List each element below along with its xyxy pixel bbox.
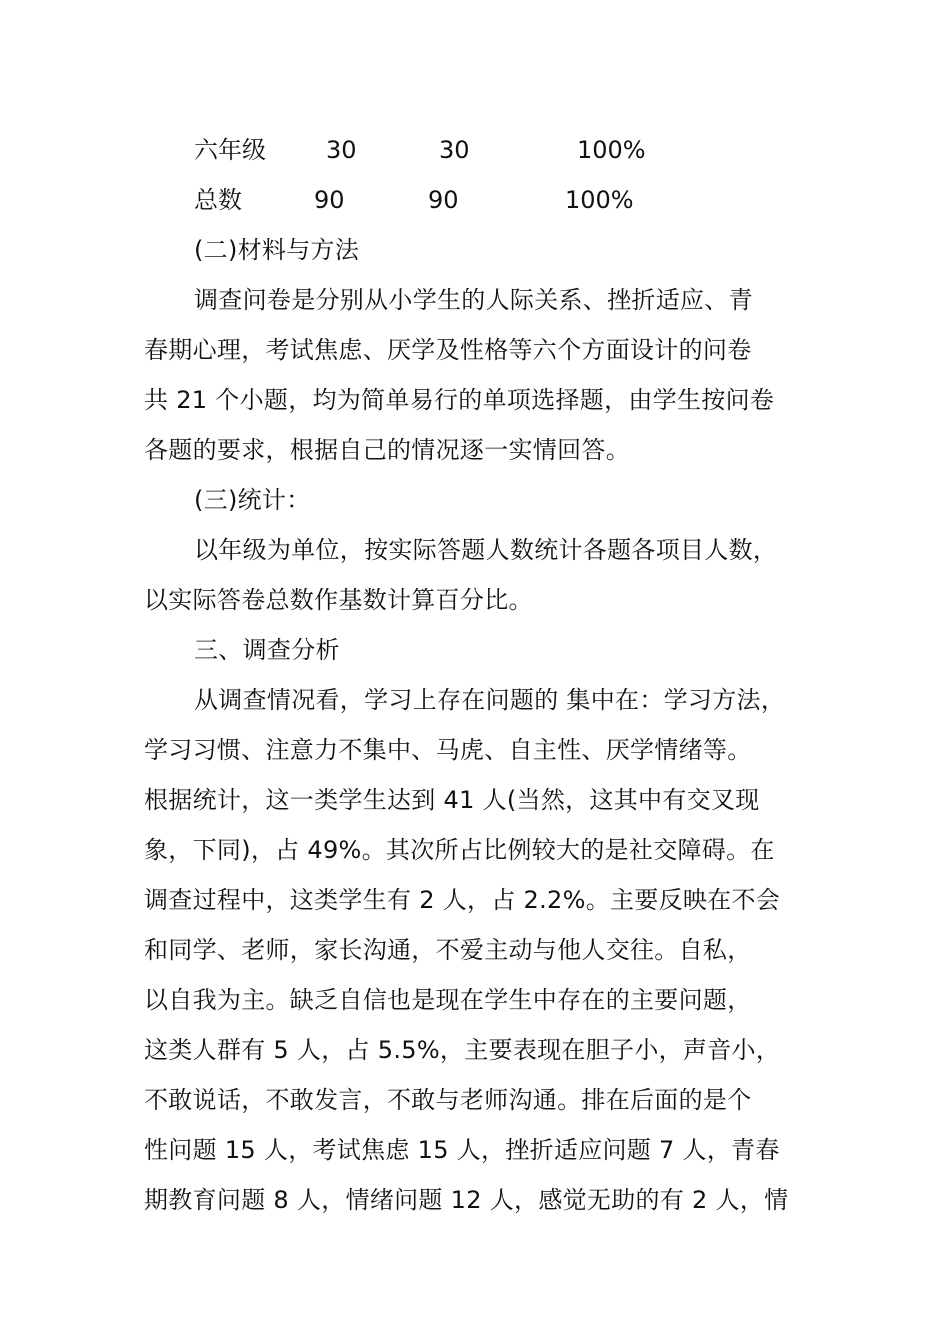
- table-row: [0, 130, 950, 170]
- paragraph-line: 不敢说话，不敢发言，不敢与老师沟通。排在后面的是个: [144, 1086, 752, 1114]
- count-cell: 30: [326, 136, 357, 164]
- paragraph-line: 以自我为主。缺乏自信也是现在学生中存在的主要问题，: [144, 986, 752, 1014]
- paragraph-line: 学习习惯、注意力不集中、马虎、自主性、厌学情绪等。: [144, 736, 752, 764]
- count-cell: 90: [428, 186, 459, 214]
- paragraph-line: 从调查情况看，学习上存在问题的 集中在：学习方法，: [194, 686, 786, 714]
- section-heading: (三)统计：: [194, 486, 311, 514]
- percent-cell: 100%: [577, 136, 646, 164]
- paragraph-line: 性问题 15 人，考试焦虑 15 人，挫折适应问题 7 人，青春: [144, 1136, 780, 1164]
- grade-cell: 六年级: [194, 136, 266, 164]
- paragraph-line: 期教育问题 8 人，情绪问题 12 人，感觉无助的有 2 人，情: [144, 1186, 789, 1214]
- table-row: [0, 180, 950, 220]
- count-cell: 30: [439, 136, 470, 164]
- section-heading: (二)材料与方法: [194, 236, 360, 264]
- paragraph-line: 和同学、老师，家长沟通，不爱主动与他人交往。自私，: [144, 936, 752, 964]
- paragraph-line: 根据统计，这一类学生达到 41 人(当然，这其中有交叉现: [144, 786, 760, 814]
- percent-cell: 100%: [565, 186, 634, 214]
- paragraph-line: 这类人群有 5 人，占 5.5%，主要表现在胆子小，声音小，: [144, 1036, 781, 1064]
- paragraph-line: 春期心理，考试焦虑、厌学及性格等六个方面设计的问卷: [144, 336, 752, 364]
- paragraph-line: 调查过程中，这类学生有 2 人，占 2.2%。主要反映在不会: [144, 886, 781, 914]
- paragraph-line: 以年级为单位，按实际答题人数统计各题各项目人数，: [194, 536, 778, 564]
- count-cell: 90: [314, 186, 345, 214]
- section-heading: 三、调查分析: [194, 636, 340, 664]
- paragraph-line: 以实际答卷总数作基数计算百分比。: [144, 586, 533, 614]
- paragraph-line: 象，下同)，占 49%。其次所占比例较大的是社交障碍。在: [144, 836, 775, 864]
- grade-cell: 总数: [194, 186, 242, 214]
- paragraph-line: 各题的要求，根据自己的情况逐一实情回答。: [144, 436, 630, 464]
- paragraph-line: 共 21 个小题，均为简单易行的单项选择题，由学生按问卷: [144, 386, 775, 414]
- paragraph-line: 调查问卷是分别从小学生的人际关系、挫折适应、青: [194, 286, 753, 314]
